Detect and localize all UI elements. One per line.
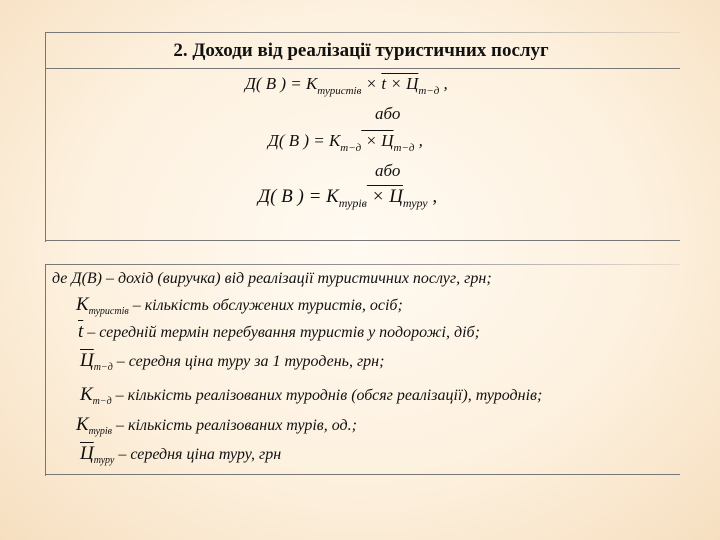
legend-3-symbol: $\overline{t}$ xyxy=(78,321,84,342)
formula-3-sub-tour: туру xyxy=(402,196,428,210)
formula-1-price: × Ц xyxy=(386,74,419,93)
legend-line-7 xyxy=(80,443,281,465)
legend-5-text: – кількість реалізованих туроднів (обсяг реалізації), туроднів; xyxy=(111,387,543,404)
legend-line-2 xyxy=(76,294,403,316)
or-label-2: або xyxy=(375,161,401,180)
legend-6-text: – кількість реалізованих турів, од.; xyxy=(112,417,357,434)
legend-6-symbol: К xyxy=(76,414,89,435)
bottom-box-left-border xyxy=(45,264,46,476)
top-box-left-border xyxy=(45,32,46,242)
formula-2-sub-day: т−д xyxy=(393,142,415,154)
formula-1-end: , xyxy=(439,74,448,93)
legend-4-symbol: Ц xyxy=(80,350,94,371)
formula-1-lhs: Д( В ) = К xyxy=(245,74,318,93)
formula-3-end: , xyxy=(427,186,438,207)
or-label-1: або xyxy=(375,104,401,123)
legend-4-sub: т−д xyxy=(93,362,113,373)
top-box-top-border xyxy=(45,32,680,33)
formula-1-t: $\overline{t}$ xyxy=(381,74,387,93)
legend-line-3 xyxy=(78,321,480,343)
legend-line-1: де Д(В) – дохід (виручка) від реалізації туристичних послуг, грн; xyxy=(52,270,492,287)
formula-2-sub-days: т−д xyxy=(340,142,362,154)
legend-7-sub: туру xyxy=(93,455,115,466)
formula-1-sub-tourists: туристів xyxy=(317,85,362,97)
formula-1-sub-day: т−д xyxy=(418,85,440,97)
formula-3 xyxy=(258,186,437,208)
formula-2 xyxy=(268,131,423,154)
legend-line-4 xyxy=(80,350,384,372)
legend-line-6 xyxy=(76,414,357,436)
legend-7-text: – середня ціна туру, грн xyxy=(114,446,282,463)
legend-6-sub: турів xyxy=(88,426,113,437)
bottom-box-top-border xyxy=(45,264,680,265)
legend-line-5 xyxy=(80,384,542,406)
title-underline xyxy=(45,68,680,69)
legend-5-symbol: К xyxy=(80,384,93,405)
slide-title: 2. Доходи від реалізації туристичних послуг xyxy=(173,40,549,61)
formula-2-lhs: Д( В ) = К xyxy=(268,131,341,150)
legend-5-sub: т−д xyxy=(92,396,112,407)
legend-2-sub: туристів xyxy=(88,306,129,317)
formula-3-price: × Ц xyxy=(366,186,403,207)
formula-1-times: × xyxy=(365,74,382,93)
formula-2-end: , xyxy=(414,131,423,150)
legend-7-symbol: Ц xyxy=(80,443,94,464)
legend-2-text: – кількість обслужених туристів, осіб; xyxy=(128,297,403,314)
formula-1 xyxy=(245,74,448,97)
formula-3-sub-tours: турів xyxy=(338,196,367,210)
legend-4-text: – середня ціна туру за 1 туродень, грн; xyxy=(112,353,385,370)
formula-3-lhs: Д( В ) = К xyxy=(258,186,339,207)
top-box-bottom-border xyxy=(45,240,680,241)
legend-2-symbol: К xyxy=(76,294,89,315)
formula-2-price: × Ц xyxy=(361,131,394,150)
bottom-box-bottom-border xyxy=(45,474,680,475)
legend-3-text: – середній термін перебування туристів у подорожі, діб; xyxy=(83,324,480,341)
